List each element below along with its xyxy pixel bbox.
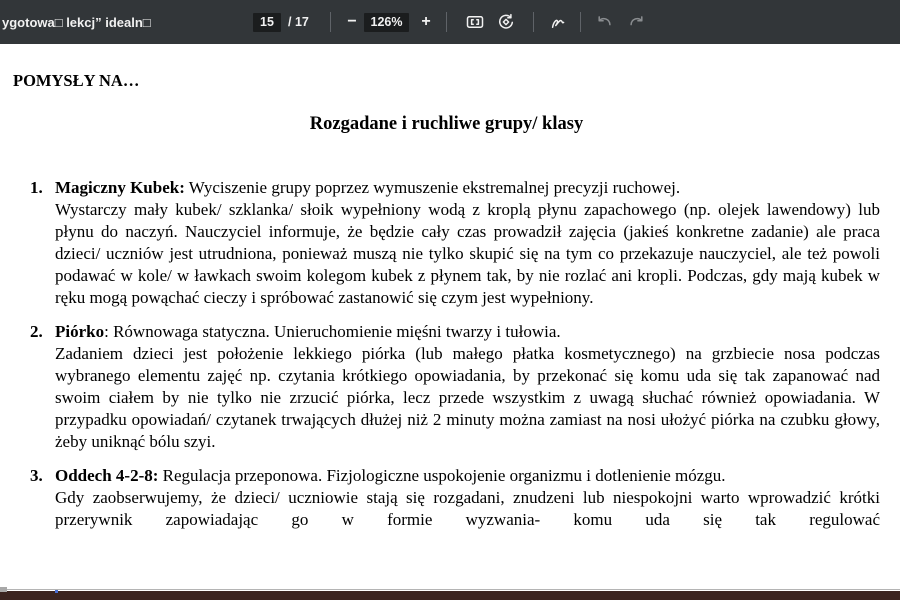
item-body: Zadaniem dzieci jest położenie lekkiego piórka (lub małego płatka kosmetycznego) na grzbiecie nosa podczas wybranego elementu zajęć np. czytania krótkiego opowiadania, by przekonać się komu uda się tak zapanować nad swoim ciałem by nie tylko nie zrzucić piórka, lecz przede wszystkim z uwagą słuchać również opowiadania. W przypadku opowiadań/ czytanek trwających dłużej niż 2 minuty można zamiast na nosi ułożyć piórka na czubku głowy, żeby uniknąć bólu szyi. (55, 344, 880, 451)
item-number: 3. (30, 466, 43, 485)
item-lead: Piórko: Równowaga statyczna. Unieruchomienie mięśni twarzy i tułowia. (55, 322, 561, 341)
item-body: Wystarczy mały kubek/ szklanka/ słoik wypełniony wodą z kroplą płynu zapachowego (np. olejek lawendowy) lub płynu do naczyń. Nauczyciel informuje, że będzie cały czas prowadził zajęcia (jakieś konkretne zadanie) ale praca dzieci/ uczniów jest utrudniona, ponieważ muszą nie tylko skupić się na tym co przekazuje nauczyciel, ale też powoli podawać w kole/ w ławkach swoim kolegom kubek z płynem tak, by nie rozlać ani kropli. Podczas, gdy mają kubek w ręku mogą powąchać cieczy i spróbować zastanowić się czym jest wypełniony. (55, 200, 880, 307)
item-label: Piórko (55, 322, 105, 341)
zoom-out-button[interactable]: − (347, 13, 357, 30)
list-item (13, 321, 880, 453)
list-item (13, 177, 880, 309)
document-header: POMYSŁY NA… (13, 71, 140, 90)
bottom-blue-tick (55, 590, 58, 593)
toolbar-separator (446, 12, 447, 32)
zoom-in-button[interactable]: + (421, 13, 431, 30)
rotate-counterclockwise-icon[interactable] (495, 11, 517, 33)
item-label: Oddech 4-2-8: (55, 466, 159, 485)
item-label: Magiczny Kubek: (55, 178, 185, 197)
bottom-window-bar (0, 591, 900, 600)
toolbar-separator (533, 12, 534, 32)
page-divider: / (288, 15, 295, 29)
item-number: 2. (30, 322, 43, 341)
document-title: Rozgadane i ruchliwe grupy/ klasy (309, 114, 584, 134)
page-total: 17 (294, 15, 309, 29)
pdf-toolbar (0, 0, 900, 44)
page-number-input[interactable]: 15 (253, 13, 281, 32)
item-lead: Magiczny Kubek: Wyciszenie grupy poprzez wymuszenie ekstremalnej precyzji ruchowej. (55, 178, 681, 197)
list-item (13, 465, 880, 531)
undo-icon[interactable] (593, 11, 615, 33)
pen-annotate-icon[interactable] (547, 11, 569, 33)
pdf-page (0, 44, 900, 590)
numbered-list (13, 177, 880, 531)
item-lead: Oddech 4-2-8: Regulacja przeponowa. Fizjologiczne uspokojenie organizmu i dotlenienie mózgu. (55, 466, 726, 485)
document-content (0, 44, 900, 531)
bottom-corner-notch (0, 587, 7, 592)
document-filename: ygotowa□ lekcj” idealn□ (2, 14, 151, 30)
redo-icon[interactable] (626, 11, 648, 33)
fit-to-width-icon[interactable] (464, 11, 486, 33)
toolbar-separator (580, 12, 581, 32)
item-body: Gdy zaobserwujemy, że dzieci/ uczniowie stają się rozgadani, znudzeni lub niespokojni warto wprowadzić krótki przerywnik zapowiadając go w formie wyzwania- komu uda się tak regulować (55, 488, 880, 529)
zoom-level: 126% (364, 13, 409, 32)
item-number: 1. (30, 178, 43, 197)
toolbar-separator (330, 12, 331, 32)
